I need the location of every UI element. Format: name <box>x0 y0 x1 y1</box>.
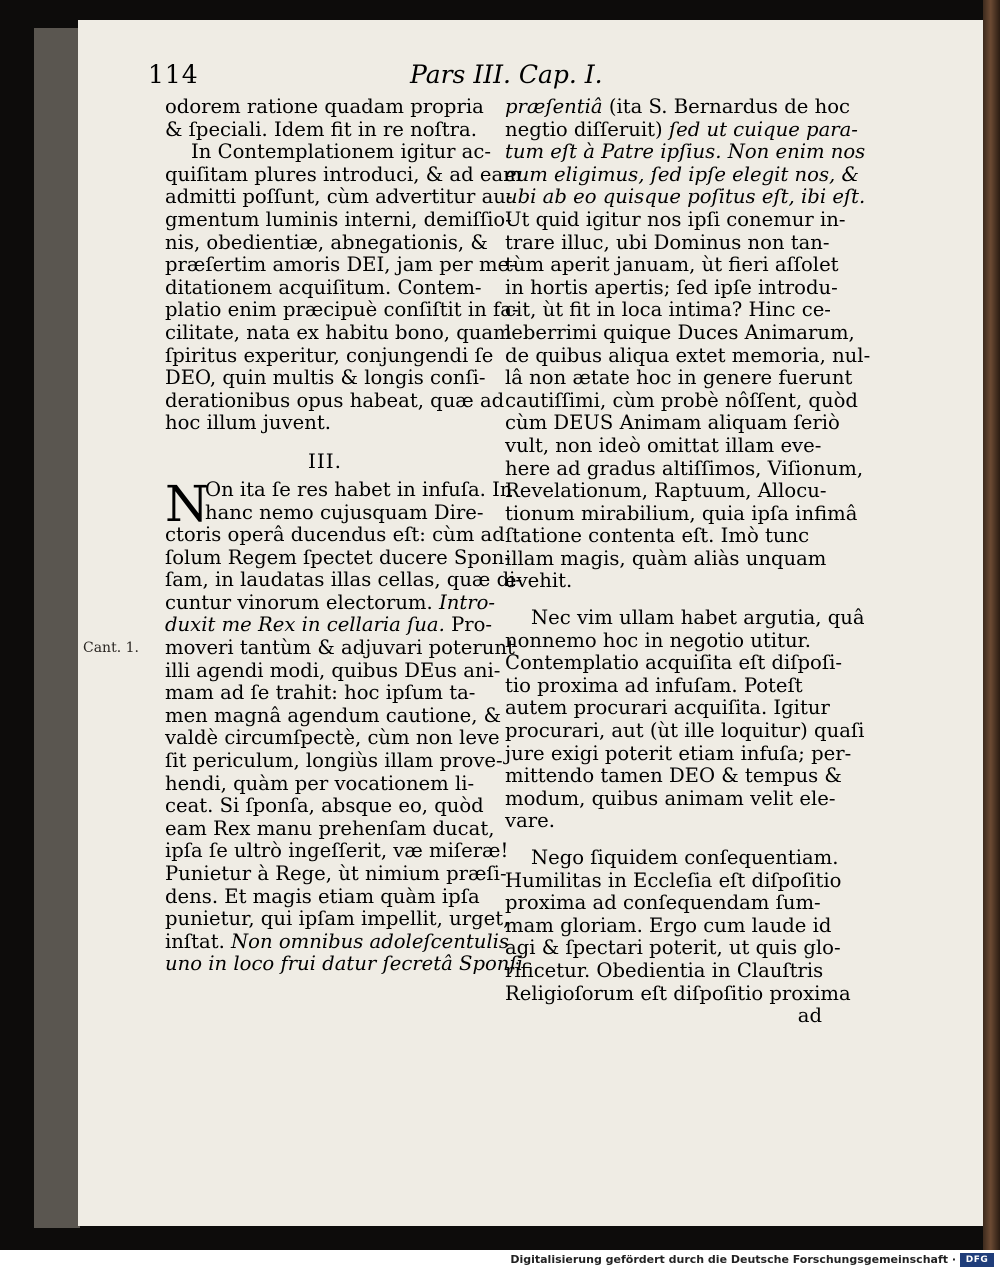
text-line: Ut quid igitur nos ipſi conemur in- <box>505 207 846 231</box>
text-line: præſertim amoris DEI, jam per me- <box>165 253 516 277</box>
book-binding-edge <box>983 0 1000 1250</box>
text-line: cilitate, nata ex habitu bono, quam <box>165 320 512 344</box>
scripture-quote: Non enim nos <box>727 140 866 164</box>
text-line: Contemplatio acquiſita eſt diſpoſi- <box>505 651 842 675</box>
text-line: ipſa ſe ultrò ingeſſerit, væ miſeræ! <box>165 839 509 863</box>
paragraph-gap <box>505 833 822 847</box>
text-line: men magnâ agendum cautione, & <box>165 703 502 727</box>
text-line: mittendo tamen DEO & tempus & <box>505 764 842 788</box>
text-segment: inſtat. <box>165 929 225 953</box>
text-line: tio proxima ad infuſam. Poteſt <box>505 673 803 697</box>
catchword: ad <box>797 1004 822 1028</box>
text-line <box>165 590 496 615</box>
text-line: mam gloriam. Ergo cum laude id <box>505 913 832 937</box>
footer-bar <box>0 1250 1000 1270</box>
drop-cap: N <box>165 474 209 533</box>
text-segment: (ita S. Bernardus de hoc <box>608 95 850 118</box>
text-line: admitti poſſunt, cùm advertitur au- <box>165 185 513 209</box>
text-line: de quibus aliqua extet memoria, nul- <box>505 343 871 367</box>
text-line: tionum mirabilium, quia ipſa infimâ <box>505 501 858 525</box>
text-line: tùm aperit januam, ùt fieri aſſolet <box>505 253 839 277</box>
text-segment: Pro- <box>451 613 493 637</box>
text-segment: negtio diſſeruit) <box>505 117 663 141</box>
text-line: rificetur. Obedientia in Clauſtris <box>505 958 824 982</box>
left-column <box>165 95 523 976</box>
text-line: cit, ùt fit in loca intima? Hinc ce- <box>505 298 831 322</box>
text-line: autem procurari acquiſita. Igitur <box>505 696 830 720</box>
text-line: moveri tantùm & adjuvari poterunt <box>165 636 515 660</box>
text-line <box>165 929 509 954</box>
text-line: vare. <box>505 809 555 833</box>
text-line: derationibus opus habeat, quæ ad <box>165 388 505 412</box>
text-line: procurari, aut (ùt ille loquitur) quaſi <box>505 719 865 743</box>
text-line: Punietur à Rege, ùt nimium præſi- <box>165 862 507 885</box>
text-line: illam magis, quàm aliàs unquam <box>505 546 827 570</box>
text-line: ditationem acquiſitum. Contem- <box>165 275 482 299</box>
text-line: jure exigi poterit etiam infuſa; per- <box>505 741 852 765</box>
text-line: in hortis apertis; ſed ipſe introdu- <box>505 275 838 299</box>
section-number: III. <box>307 448 343 473</box>
text-line: ſtatione contenta eſt. Imò tunc <box>505 524 810 548</box>
paragraph-gap <box>505 593 822 607</box>
text-line-content: On ita ſe res habet in infuſa. In <box>205 477 513 501</box>
text-line: dens. Et magis etiam quàm ipſa <box>165 884 480 908</box>
text-line: ſpiritus experitur, conjungendi ſe <box>165 343 494 367</box>
text-line: DEO, quin multis & longis conſi- <box>165 366 486 390</box>
page-edge-shadow <box>34 28 80 1228</box>
text-line: leberrimi quique Duces Animarum, <box>505 320 855 344</box>
text-line: cùm DEUS Animam aliquam ſeriò <box>505 411 840 435</box>
text-line: ceat. Si ſponſa, absque eo, quòd <box>165 794 484 818</box>
text-line: quiſitam plures introduci, & ad eam <box>165 162 522 186</box>
text-line: punietur, qui ipſam impellit, urget, <box>165 907 510 931</box>
text-line: ſolum Regem ſpectet ducere Spon- <box>165 545 511 569</box>
text-line: proxima ad conſequendam ſum- <box>505 891 821 915</box>
scripture-quote: tum eſt à Patre ipſius. <box>505 140 722 164</box>
text-line: nonnemo hoc in negotio utitur. <box>505 628 811 652</box>
dfg-logo: DFG <box>960 1253 994 1267</box>
text-line: illi agendi modi, quibus DEus ani- <box>165 658 501 682</box>
text-line: modum, quibus animam velit ele- <box>505 786 836 810</box>
text-line: odorem ratione quadam propria <box>165 95 484 118</box>
text-line: eam Rex manu prehenſam ducat, <box>165 816 495 840</box>
scripture-quote: ſed ut cuique para- <box>668 117 858 141</box>
text-line: valdè circumſpectè, cùm non leve <box>165 726 500 750</box>
text-line: ſam, in laudatas illas cellas, quæ di- <box>165 568 523 592</box>
text-line: cautiſſimi, cùm probè nôſſent, quòd <box>505 388 858 412</box>
text-line: lâ non ætate hoc in genere fuerunt <box>505 366 853 390</box>
text-line: Nego ſiquidem conſequentiam. <box>531 846 839 869</box>
text-line: hoc illum juvent. <box>165 411 331 435</box>
scripture-quote: Intro- <box>438 590 496 614</box>
running-header <box>148 60 648 100</box>
text-line <box>505 117 858 142</box>
right-column <box>505 95 871 1028</box>
text-line: mam ad ſe trahit: hoc ipſum ta- <box>165 681 476 705</box>
text-line: ſit periculum, longiùs illam prove- <box>165 749 503 773</box>
text-line: Revelationum, Raptuum, Allocu- <box>505 479 827 503</box>
text-line: hendi, quàm per vocationem li- <box>165 771 475 795</box>
scripture-quote: Non omnibus adoleſcentulis <box>231 929 509 953</box>
text-line <box>505 140 866 164</box>
text-line: vult, non ideò omittat illam eve- <box>505 433 822 457</box>
funding-credit: Digitalisierung gefördert durch die Deutsche Forschungsgemeinschaft · <box>510 1253 956 1266</box>
text-line: & ſpeciali. Idem fit in re noſtra. <box>165 117 477 141</box>
text-line: ubi ab eo quisque poſitus eſt, ibi eſt. <box>505 185 866 209</box>
text-line: Humilitas in Eccleſia eſt diſpoſitio <box>505 868 842 892</box>
text-line: In Contemplationem igitur ac- <box>191 140 491 164</box>
margin-note: Cant. 1. <box>83 640 139 656</box>
scripture-quote: duxit me Rex in cellaria ſua. <box>165 613 445 637</box>
page-number: 114 <box>148 60 199 89</box>
text-segment: cuntur vinorum electorum. <box>165 590 433 614</box>
text-line <box>505 95 850 119</box>
text-line: agi & ſpectari poterit, ut quis glo- <box>505 936 841 960</box>
running-title: Pars III. Cap. I. <box>410 60 603 89</box>
text-line: hanc nemo cujusquam Dire- <box>205 500 484 524</box>
text-line: ctoris operâ ducendus eſt: cùm ad <box>165 523 505 547</box>
text-line: Nec vim ullam habet argutia, quâ <box>531 606 865 630</box>
text-line <box>165 613 493 637</box>
text-line: here ad gradus altiſſimos, Viſionum, <box>505 456 864 480</box>
text-line: Religioſorum eſt diſpoſitio proxima <box>505 981 851 1005</box>
text-line: eum eligimus, ſed ipſe elegit nos, & <box>505 162 859 186</box>
text-line: evehit. <box>505 569 573 593</box>
text-line: nis, obedientiæ, abnegationis, & <box>165 230 488 254</box>
scripture-quote: præſentiâ <box>505 95 603 118</box>
text-line: gmentum luminis interni, demiſſio- <box>165 207 512 231</box>
text-line: trare illuc, ubi Dominus non tan- <box>505 230 830 254</box>
text-line: platio enim præcipuè conſiſtit in fa- <box>165 298 519 322</box>
text-line: uno in loco frui datur ſecretâ Sponſi <box>165 952 523 976</box>
